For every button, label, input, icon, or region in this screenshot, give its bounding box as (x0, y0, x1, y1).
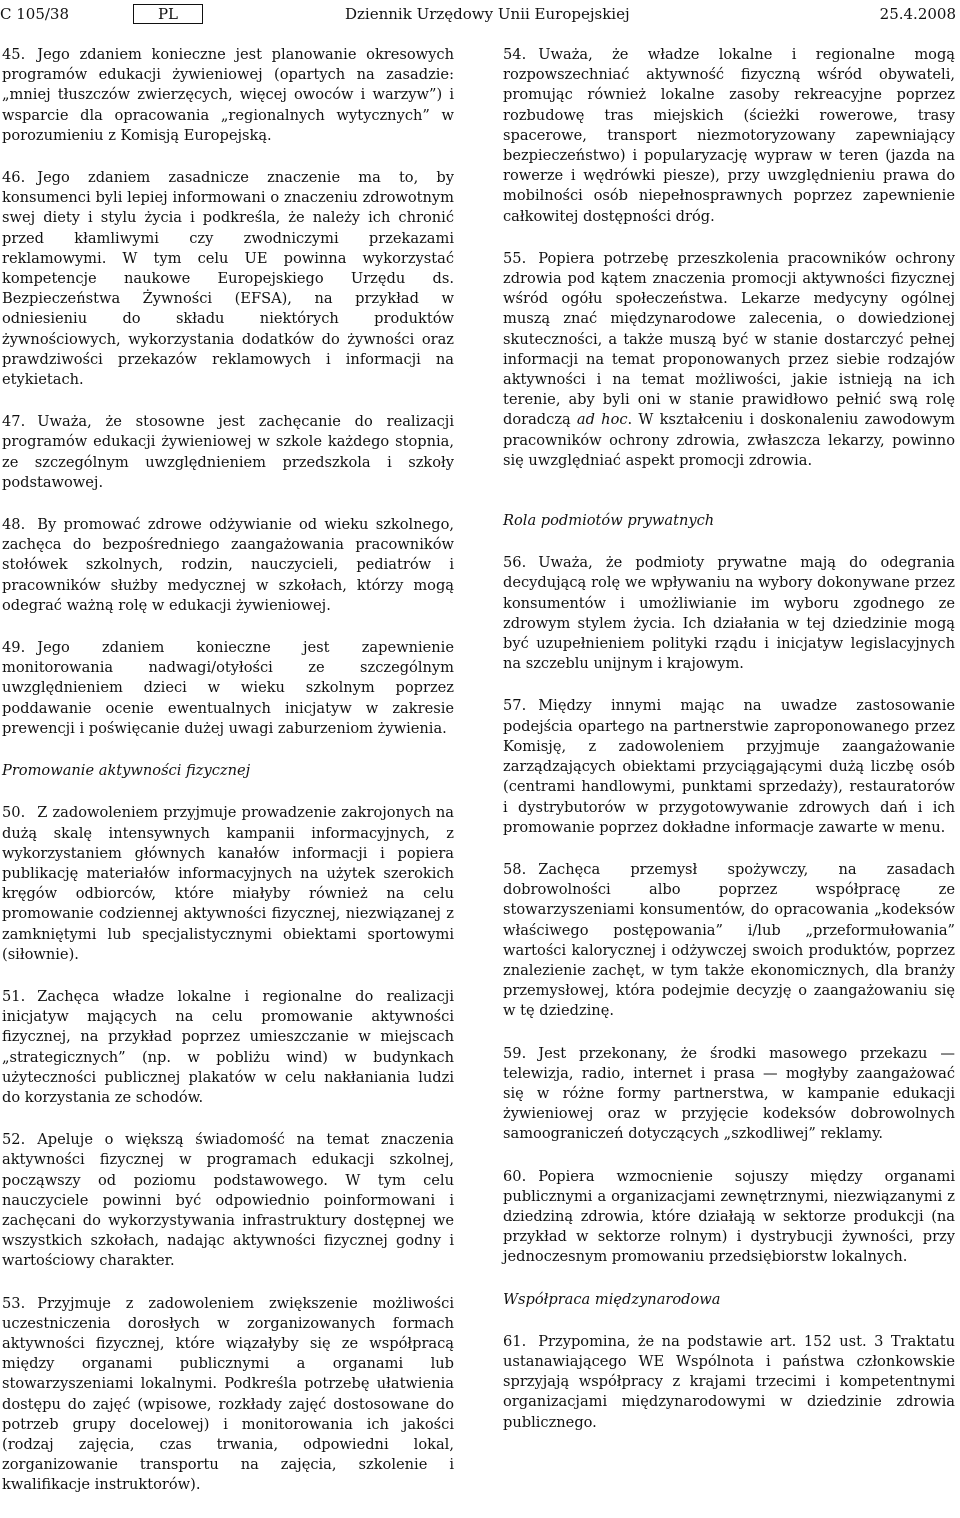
paragraph-number: 47. (2, 413, 26, 431)
paragraph-47 (2, 412, 454, 493)
paragraph-text-end: . W kształceniu i doskonaleniu zawodowym pracowników ochrony zdrowia, zwłaszcza lekarzy, powinno się uwzględniać aspekt promocji zdrowia. (503, 411, 955, 469)
paragraph-text: Popiera wzmocnienie sojuszy między organami publicznymi a organizacjami zewnętrznymi, niezwiązanymi z dziedziną zdrowia, które działają w sektorze produkcji (na przykład w sektorze rolnym) i dystrybucji żywności, przy jednoczesnym promowaniu przedsiębiorstw lokalnych. (503, 1167, 955, 1266)
paragraph-56 (503, 553, 955, 674)
left-column (2, 45, 454, 1518)
paragraph-text: Między innymi mając na uwadze zastosowanie podejścia opartego na partnerstwie zaproponowanego przez Komisję, z zadowoleniem przyjmuje zaangażowanie zarządzających obiektami przyciągającymi dużą liczbę osób (centrami handlowymi, punktami sprzedaży), restauratorów i dystrybutorów w przygotowywanie zdrowych dań i ich promowanie poprzez dokładne informacje zawarte w menu. (503, 697, 955, 836)
paragraph-text: Uważa, że władze lokalne i regionalne mogą rozpowszechniać aktywność fizyczną wśród obywateli, promując również lokalne zasoby rekreacyjne poprzez rozbudowę tras miejskich (ścieżki rowerowe, trasy spacerowe, transport niezmotoryzowany zapewniający bezpieczeństwo) i popularyzację wypraw w teren (jazda na rowerze i wędrówki piesze), przy uwzględnieniu prawa do mobilności osób niepełnosprawnych poprzez zapewnienie całkowitej dostępności dróg. (503, 46, 955, 225)
paragraph-46 (2, 168, 454, 390)
paragraph-number: 49. (2, 639, 26, 657)
paragraph-text: Jest przekonany, że środki masowego przekazu — telewizja, radio, internet i prasa — mogłyby zaangażować się w różne formy partnerstwa, w kampanie edukacji żywieniowej oraz w przyjęcie kodeksów dobrowolnych samoograniczeń dotyczących „szkodliwej” reklamy. (503, 1044, 955, 1143)
paragraph-54 (503, 45, 955, 227)
section-heading-international-cooperation: Współpraca międzynarodowa (503, 1290, 721, 1308)
language-box: PL (133, 4, 203, 24)
paragraph-number: 60. (503, 1167, 527, 1185)
page-reference: C 105/38 (0, 5, 70, 23)
journal-title: Dziennik Urzędowy Unii Europejskiej (345, 5, 630, 23)
paragraph-52 (2, 1130, 454, 1271)
paragraph-number: 46. (2, 169, 26, 187)
paragraph-53 (2, 1294, 454, 1496)
paragraph-number: 45. (2, 46, 26, 63)
paragraph-number: 50. (2, 804, 26, 822)
paragraph-text: Przyjmuje z zadowoleniem zwiększenie możliwości uczestniczenia dorosłych w zorganizowanych formach aktywności fizycznej, które wiązałyby się ze współpracą między organami publicznymi a organami lub stowarzyszeniami lokalnymi. Podkreśla potrzebę ułatwienia dostępu do zajęć (wpisowe, rozkłady zajęć dostosowane do potrzeb grupy docelowej) i monitorowania ich jakości (rodzaj zajęcia, czas trwania, odpowiedni lokal, zorganizowanie transportu na zajęcia, szkolenie i kwalifikacje instruktorów). (2, 1294, 454, 1494)
paragraph-text: By promować zdrowe odżywianie od wieku szkolnego, zachęca do bezpośredniego zaangażowania pracowników stołówek szkolnych, rodzin, nauczycieli, pediatrów i pracowników służby medycznej w szkołach, którzy mogą odegrać ważną rolę w edukacji żywieniowej. (2, 516, 454, 614)
paragraph-text: Z zadowoleniem przyjmuje prowadzenie zakrojonych na dużą skalę intensywnych kampanii informacyjnych, z wykorzystaniem głównych kanałów informacji i popiera publikację materiałów informacyjnych na użytek szerokich kręgów odbiorców, które miałyby również na celu promowanie codziennej aktywności fizycznej, niezwiązanej z zamkniętymi lub specjalistycznymi obiektami sportowymi (siłownie). (2, 804, 454, 963)
paragraph-number: 59. (503, 1044, 527, 1062)
page-header (0, 4, 960, 26)
paragraph-61 (503, 1332, 955, 1433)
paragraph-text: Jego zdaniem konieczne jest planowanie okresowych programów edukacji żywieniowej (opartych na zasadzie: „mniej tłuszczów zwierzęcych, więcej owoców i warzyw”) i wsparcie dla opracowania „regionalnych wytycznych” w porozumieniu z Komisją Europejską. (2, 46, 454, 144)
paragraph-55 (503, 249, 955, 471)
paragraph-58 (503, 860, 955, 1022)
paragraph-number: 52. (2, 1131, 26, 1149)
paragraph-text: Zachęca przemysł spożywczy, na zasadach dobrowolności albo poprzez współpracę ze stowarzyszeniami konsumentów, do opracowania „kodeksów właściwego postępowania” i/lub „przeformułowania” wartości kalorycznej i odżywczej swoich produktów, poprzez znalezienie zachęt, w tym także ekonomicznych, dla branży przemysłowej, która podejmie decyzję o zaangażowaniu się w tę dziedzinę. (503, 860, 955, 1020)
paragraph-text: Zachęca władze lokalne i regionalne do realizacji inicjatyw mających na celu promowanie aktywności fizycznej, na przykład poprzez umieszczanie w miejscach „strategicznych” (np. w pobliżu wind) w budynkach użyteczności publicznej plakatów w celu nakłaniania ludzi do korzystania ze schodów. (2, 987, 454, 1106)
paragraph-number: 53. (2, 1294, 26, 1312)
paragraph-text: Uważa, że podmioty prywatne mają do odegrania decydującą rolę we wpływaniu na wybory dokonywane przez konsumentów i umożliwianie im wyboru zgodnego ze zdrowym stylem życia. Ich działania w tej dziedzinie mogą być uzupełnieniem polityki rządu i inicjatyw legislacyjnych na szczeblu unijnym i krajowym. (503, 554, 955, 673)
paragraph-text: Przypomina, że na podstawie art. 152 ust. 3 Traktatu ustanawiającego WE Wspólnota i państwa członkowskie sprzyjają współpracy z krajami trzecimi i kompetentnymi organizacjami międzynarodowymi w dziedzinie zdrowia publicznego. (503, 1332, 955, 1431)
section-spacer (503, 493, 955, 505)
paragraph-number: 57. (503, 697, 527, 715)
paragraph-text: Jego zdaniem zasadnicze znaczenie ma to, by konsumenci byli lepiej informowani o znaczeniu zdrowotnym swej diety i stylu życia i podkreśla, że należy ich chronić przed kłamliwymi czy zwodniczymi przekazami reklamowymi. W tym celu UE powinna wykorzystać kompetencje naukowe Europejskiego Urzędu ds. Bezpieczeństwa Żywności (EFSA), na przykład w odniesieniu do składu niektórych produktów żywnościowych, wykorzystania dodatków do żywności oraz prawdziwości przekazów reklamowych i informacji na etykietach. (2, 169, 454, 389)
right-column (503, 45, 955, 1455)
paragraph-57 (503, 696, 955, 837)
paragraph-text: Jego zdaniem konieczne jest zapewnienie monitorowania nadwagi/otyłości ze szczególnym uwzględnieniem dzieci w wieku szkolnym poprzez poddawanie ocenie ewentualnych inicjatyw w zakresie prewencji i poświęcanie dużej uwagi zaburzeniom żywienia. (2, 639, 454, 737)
paragraph-number: 51. (2, 987, 26, 1005)
latin-phrase: ad hoc (576, 411, 628, 429)
paragraph-49 (2, 638, 454, 739)
paragraph-48 (2, 515, 454, 616)
paragraph-number: 61. (503, 1332, 527, 1350)
paragraph-text-start: Popiera potrzebę przeszkolenia pracowników ochrony zdrowia pod kątem znaczenia promocji aktywności fizycznej wśród ogółu społeczeństwa. Lekarze medycyny ogólnej muszą znać międzynarodowe zalecenia, o dowiedzionej skuteczności, a także muszą być w stanie dostarczyć pełnej informacji na temat proponowanych przez siebie rodzajów aktywności i na temat możliwości, jakie istnieją na ich terenie, aby byli oni w stanie prawidłowo pełnić swą rolę doradczą (503, 249, 955, 429)
paragraph-60 (503, 1167, 955, 1268)
paragraph-59 (503, 1044, 955, 1145)
paragraph-50 (2, 803, 454, 965)
paragraph-45 (2, 45, 454, 146)
paragraph-51 (2, 987, 454, 1108)
paragraph-text: Uważa, że stosowne jest zachęcanie do realizacji programów edukacji żywieniowej w szkole każdego stopnia, ze szczególnym uwzględnieniem przedszkola i szkoły podstawowej. (2, 413, 454, 491)
section-heading-physical-activity: Promowanie aktywności fizycznej (2, 762, 251, 780)
publication-date: 25.4.2008 (879, 5, 956, 23)
paragraph-number: 55. (503, 249, 527, 267)
paragraph-number: 58. (503, 860, 527, 878)
section-heading-private-actors: Rola podmiotów prywatnych (503, 512, 715, 530)
paragraph-text: Apeluje o większą świadomość na temat znaczenia aktywności fizycznej w programach edukacji szkolnej, począwszy od poziomu podstawowego. W tym celu nauczyciele powinni być odpowiednio poinformowani i zachęcani do wykorzystywania infrastruktury dostępnej we wszystkich szkołach, nadając aktywności fizycznej godny i wartościowy charakter. (2, 1131, 454, 1270)
paragraph-number: 54. (503, 46, 527, 63)
paragraph-number: 48. (2, 516, 26, 534)
paragraph-number: 56. (503, 554, 527, 572)
